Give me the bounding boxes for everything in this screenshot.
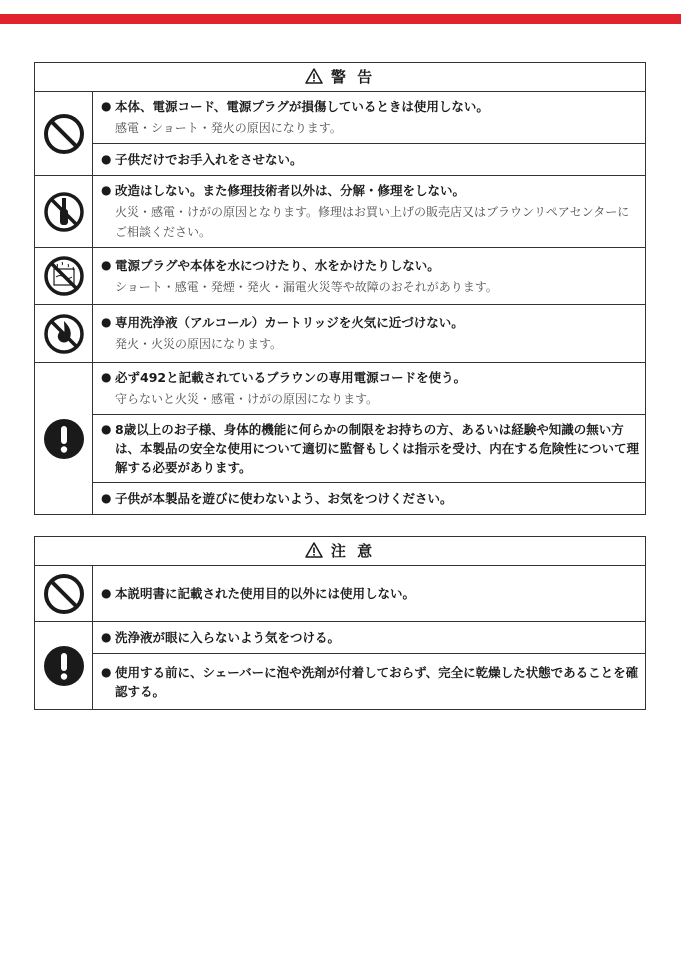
warning-item-note: 守らないと火災・感電・けがの原因になります。 bbox=[115, 392, 379, 406]
no-fire-icon bbox=[35, 305, 93, 363]
warning-item-text: 専用洗浄液（アルコール）カートリッジを火気に近づけない。 bbox=[115, 315, 464, 330]
caution-item-text: 洗浄液が眼に入らないよう気をつける。 bbox=[115, 630, 341, 645]
bullet: ● bbox=[101, 422, 112, 436]
bullet: ● bbox=[101, 630, 112, 644]
bullet: ● bbox=[101, 586, 112, 600]
caution-item-text: 使用する前に、シェーバーに泡や洗剤が付着しておらず、完全に乾燥した状態であることを確認する。 bbox=[115, 664, 639, 699]
caution-header bbox=[35, 537, 646, 566]
caution-item-text: 本説明書に記載された使用目的以外には使用しない。 bbox=[115, 586, 416, 601]
mandatory-icon bbox=[35, 622, 93, 710]
warning-header bbox=[35, 63, 646, 92]
warning-item-text: 本体、電源コード、電源プラグが損傷しているときは使用しない。 bbox=[115, 99, 489, 114]
caution-item bbox=[93, 622, 646, 654]
warning-item-note: 発火・火災の原因になります。 bbox=[115, 337, 283, 351]
no-water-icon bbox=[35, 248, 93, 305]
warning-item bbox=[93, 305, 646, 363]
warning-item-note: 火災・感電・けがの原因となります。修理はお買い上げの販売店又はブラウンリペアセンターにご相談ください。 bbox=[115, 205, 630, 239]
bullet: ● bbox=[101, 183, 112, 197]
warning-item bbox=[93, 483, 646, 515]
warning-item bbox=[93, 248, 646, 305]
warning-item bbox=[93, 176, 646, 248]
caution-item bbox=[93, 566, 646, 622]
warning-item-text: 電源プラグや本体を水につけたり、水をかけたりしない。 bbox=[115, 257, 440, 273]
prohibition-icon bbox=[35, 92, 93, 176]
warning-item-note: 感電・ショート・発火の原因になります。 bbox=[115, 121, 342, 135]
warning-item-note: ショート・感電・発煙・発火・漏電火災等や故障のおそれがあります。 bbox=[115, 279, 498, 294]
warning-item bbox=[93, 144, 646, 176]
warning-item bbox=[93, 92, 646, 144]
warning-item-text: 子供だけでお手入れをさせない。 bbox=[115, 152, 303, 167]
mandatory-icon bbox=[35, 363, 93, 515]
warning-item bbox=[93, 363, 646, 415]
caution-item bbox=[93, 654, 646, 710]
warning-item-text: 子供が本製品を遊びに使わないよう、お気をつけください。 bbox=[115, 491, 453, 506]
warning-triangle-icon bbox=[305, 542, 323, 558]
bullet: ● bbox=[101, 370, 112, 384]
warning-item bbox=[93, 415, 646, 483]
bullet: ● bbox=[101, 491, 112, 505]
warning-table bbox=[34, 62, 646, 515]
no-disassembly-icon bbox=[35, 176, 93, 248]
bullet: ● bbox=[101, 664, 112, 679]
bullet: ● bbox=[101, 152, 112, 166]
caution-title: 注 意 bbox=[330, 541, 376, 560]
warning-item-text: 必ず492と記載されているブラウンの専用電源コードを使う。 bbox=[115, 370, 467, 385]
bullet: ● bbox=[101, 315, 112, 329]
warning-title: 警 告 bbox=[330, 67, 376, 86]
warning-item-text: 8歳以上のお子様、身体的機能に何らかの制限をお持ちの方、あるいは経験や知識の無い方は、本製品の安全な使用について適切に監督もしくは指示を受け、内在する危険性について理解する必要があります。 bbox=[115, 422, 640, 475]
top-accent-bar bbox=[0, 14, 681, 24]
bullet: ● bbox=[101, 99, 112, 113]
bullet: ● bbox=[101, 257, 112, 272]
prohibition-icon bbox=[35, 566, 93, 622]
warning-triangle-icon bbox=[305, 68, 323, 84]
warning-item-text: 改造はしない。また修理技術者以外は、分解・修理をしない。 bbox=[115, 183, 466, 198]
caution-table bbox=[34, 536, 646, 710]
